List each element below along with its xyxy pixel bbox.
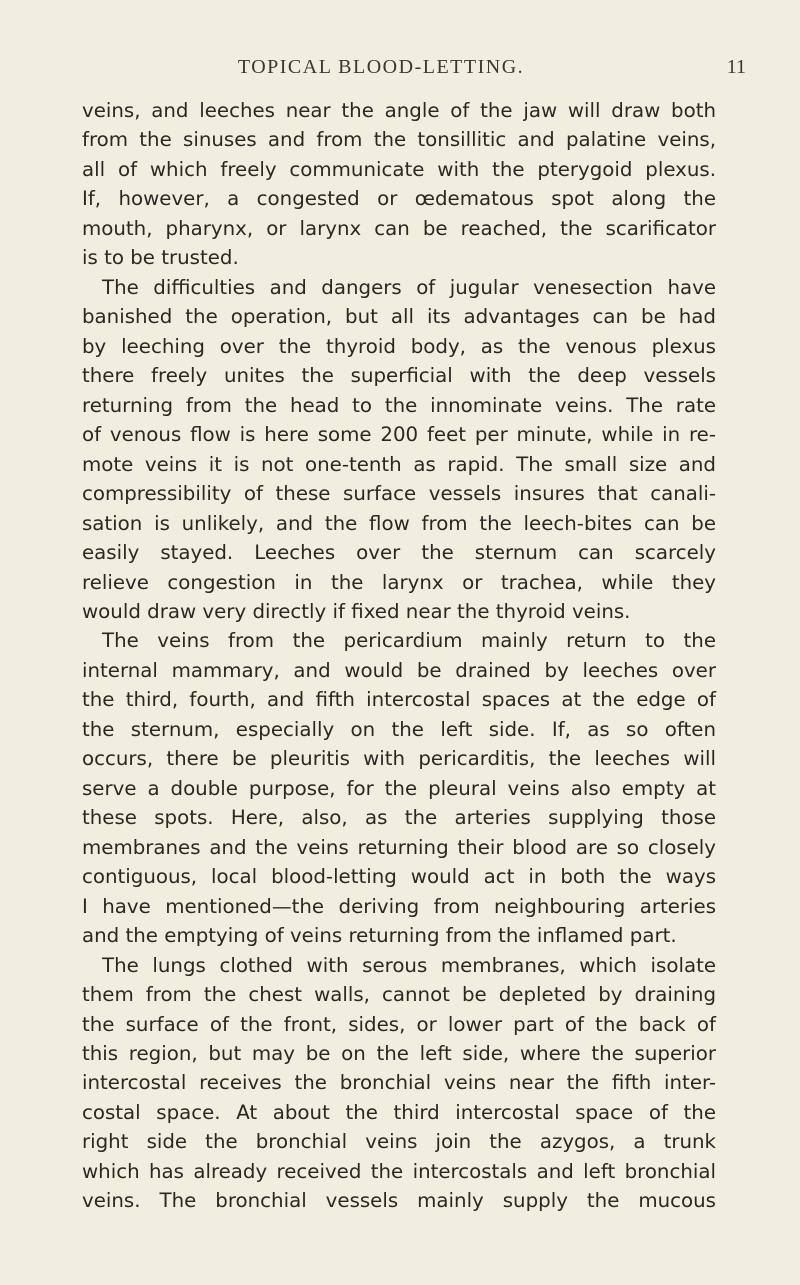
text-line: sation is unlikely, and the flow from the leech-bites can be	[82, 511, 716, 535]
body-text	[82, 96, 716, 1216]
text-line: veins, and leeches near the angle of the jaw will draw both	[82, 99, 716, 122]
text-line: this region, but may be on the left side, where the superior	[82, 1042, 716, 1065]
text-line: returning from the head to the innominate veins. The rate	[82, 393, 716, 417]
running-title: TOPICAL BLOOD-LETTING.	[237, 56, 525, 78]
text-line: serve a double purpose, for the pleural veins also empty at	[82, 776, 716, 800]
text-line: the third, fourth, and fifth intercostal spaces at the edge of	[82, 688, 716, 712]
text-line: them from the chest walls, cannot be depleted by draining	[82, 983, 716, 1007]
text-line: membranes and the veins returning their blood are so closely	[82, 835, 716, 859]
text-line: internal mammary, and would be drained by leeches over	[82, 658, 716, 682]
text-line: the sternum, especially on the left side. If, as so often	[82, 717, 716, 741]
text-line: by leeching over the thyroid body, as the venous plexus	[82, 334, 716, 358]
text-line: mote veins it is not one-tenth as rapid. The small size and	[82, 452, 716, 476]
text-line: all of which freely communicate with the pterygoid plexus.	[82, 157, 716, 181]
text-line: the surface of the front, sides, or lower part of the back of	[82, 1012, 716, 1036]
text-line: relieve congestion in the larynx or trachea, while they	[82, 570, 716, 594]
text-line: is to be trusted.	[82, 246, 239, 270]
text-line: of venous flow is here some 200 feet per minute, while in re-	[82, 423, 716, 447]
running-head	[0, 56, 800, 86]
text-line: intercostal receives the bronchial veins near the fifth inter-	[82, 1071, 716, 1095]
text-line: The difficulties and dangers of jugular venesection have	[102, 275, 716, 299]
text-line: right side the bronchial veins join the azygos, a trunk	[82, 1130, 716, 1154]
text-line: which has already received the intercostals and left bronchial	[82, 1159, 716, 1183]
text-line: costal space. At about the third intercostal space of the	[82, 1100, 716, 1124]
text-line: these spots. Here, also, as the arteries supplying those	[82, 806, 716, 830]
text-line: The veins from the pericardium mainly return to the	[102, 629, 716, 653]
text-line: veins. The bronchial vessels mainly supply the mucous	[82, 1189, 716, 1213]
text-line: compressibility of these surface vessels insures that canali-	[82, 482, 716, 506]
text-line: contiguous, local blood-letting would act in both the ways	[82, 865, 716, 889]
text-line: would draw very directly if fixed near the thyroid veins.	[82, 599, 631, 623]
text-line: I have mentioned—the deriving from neighbouring arteries	[82, 894, 716, 918]
text-line: banished the operation, but all its advantages can be had	[82, 305, 716, 329]
text-line: mouth, pharynx, or larynx can be reached, the scarificator	[82, 216, 716, 240]
text-line: there freely unites the superficial with the deep vessels	[82, 364, 716, 388]
page-number: 11	[726, 56, 746, 78]
text-line: If, however, a congested or œdematous spot along the	[82, 187, 716, 211]
text-line: from the sinuses and from the tonsillitic and palatine veins,	[82, 128, 716, 152]
text-line: occurs, there be pleuritis with pericarditis, the leeches will	[82, 747, 716, 771]
text-line: and the emptying of veins returning from the inflamed part.	[82, 924, 677, 948]
text-line: The lungs clothed with serous membranes, which isolate	[102, 953, 716, 977]
text-line: easily stayed. Leeches over the sternum can scarcely	[82, 541, 716, 565]
